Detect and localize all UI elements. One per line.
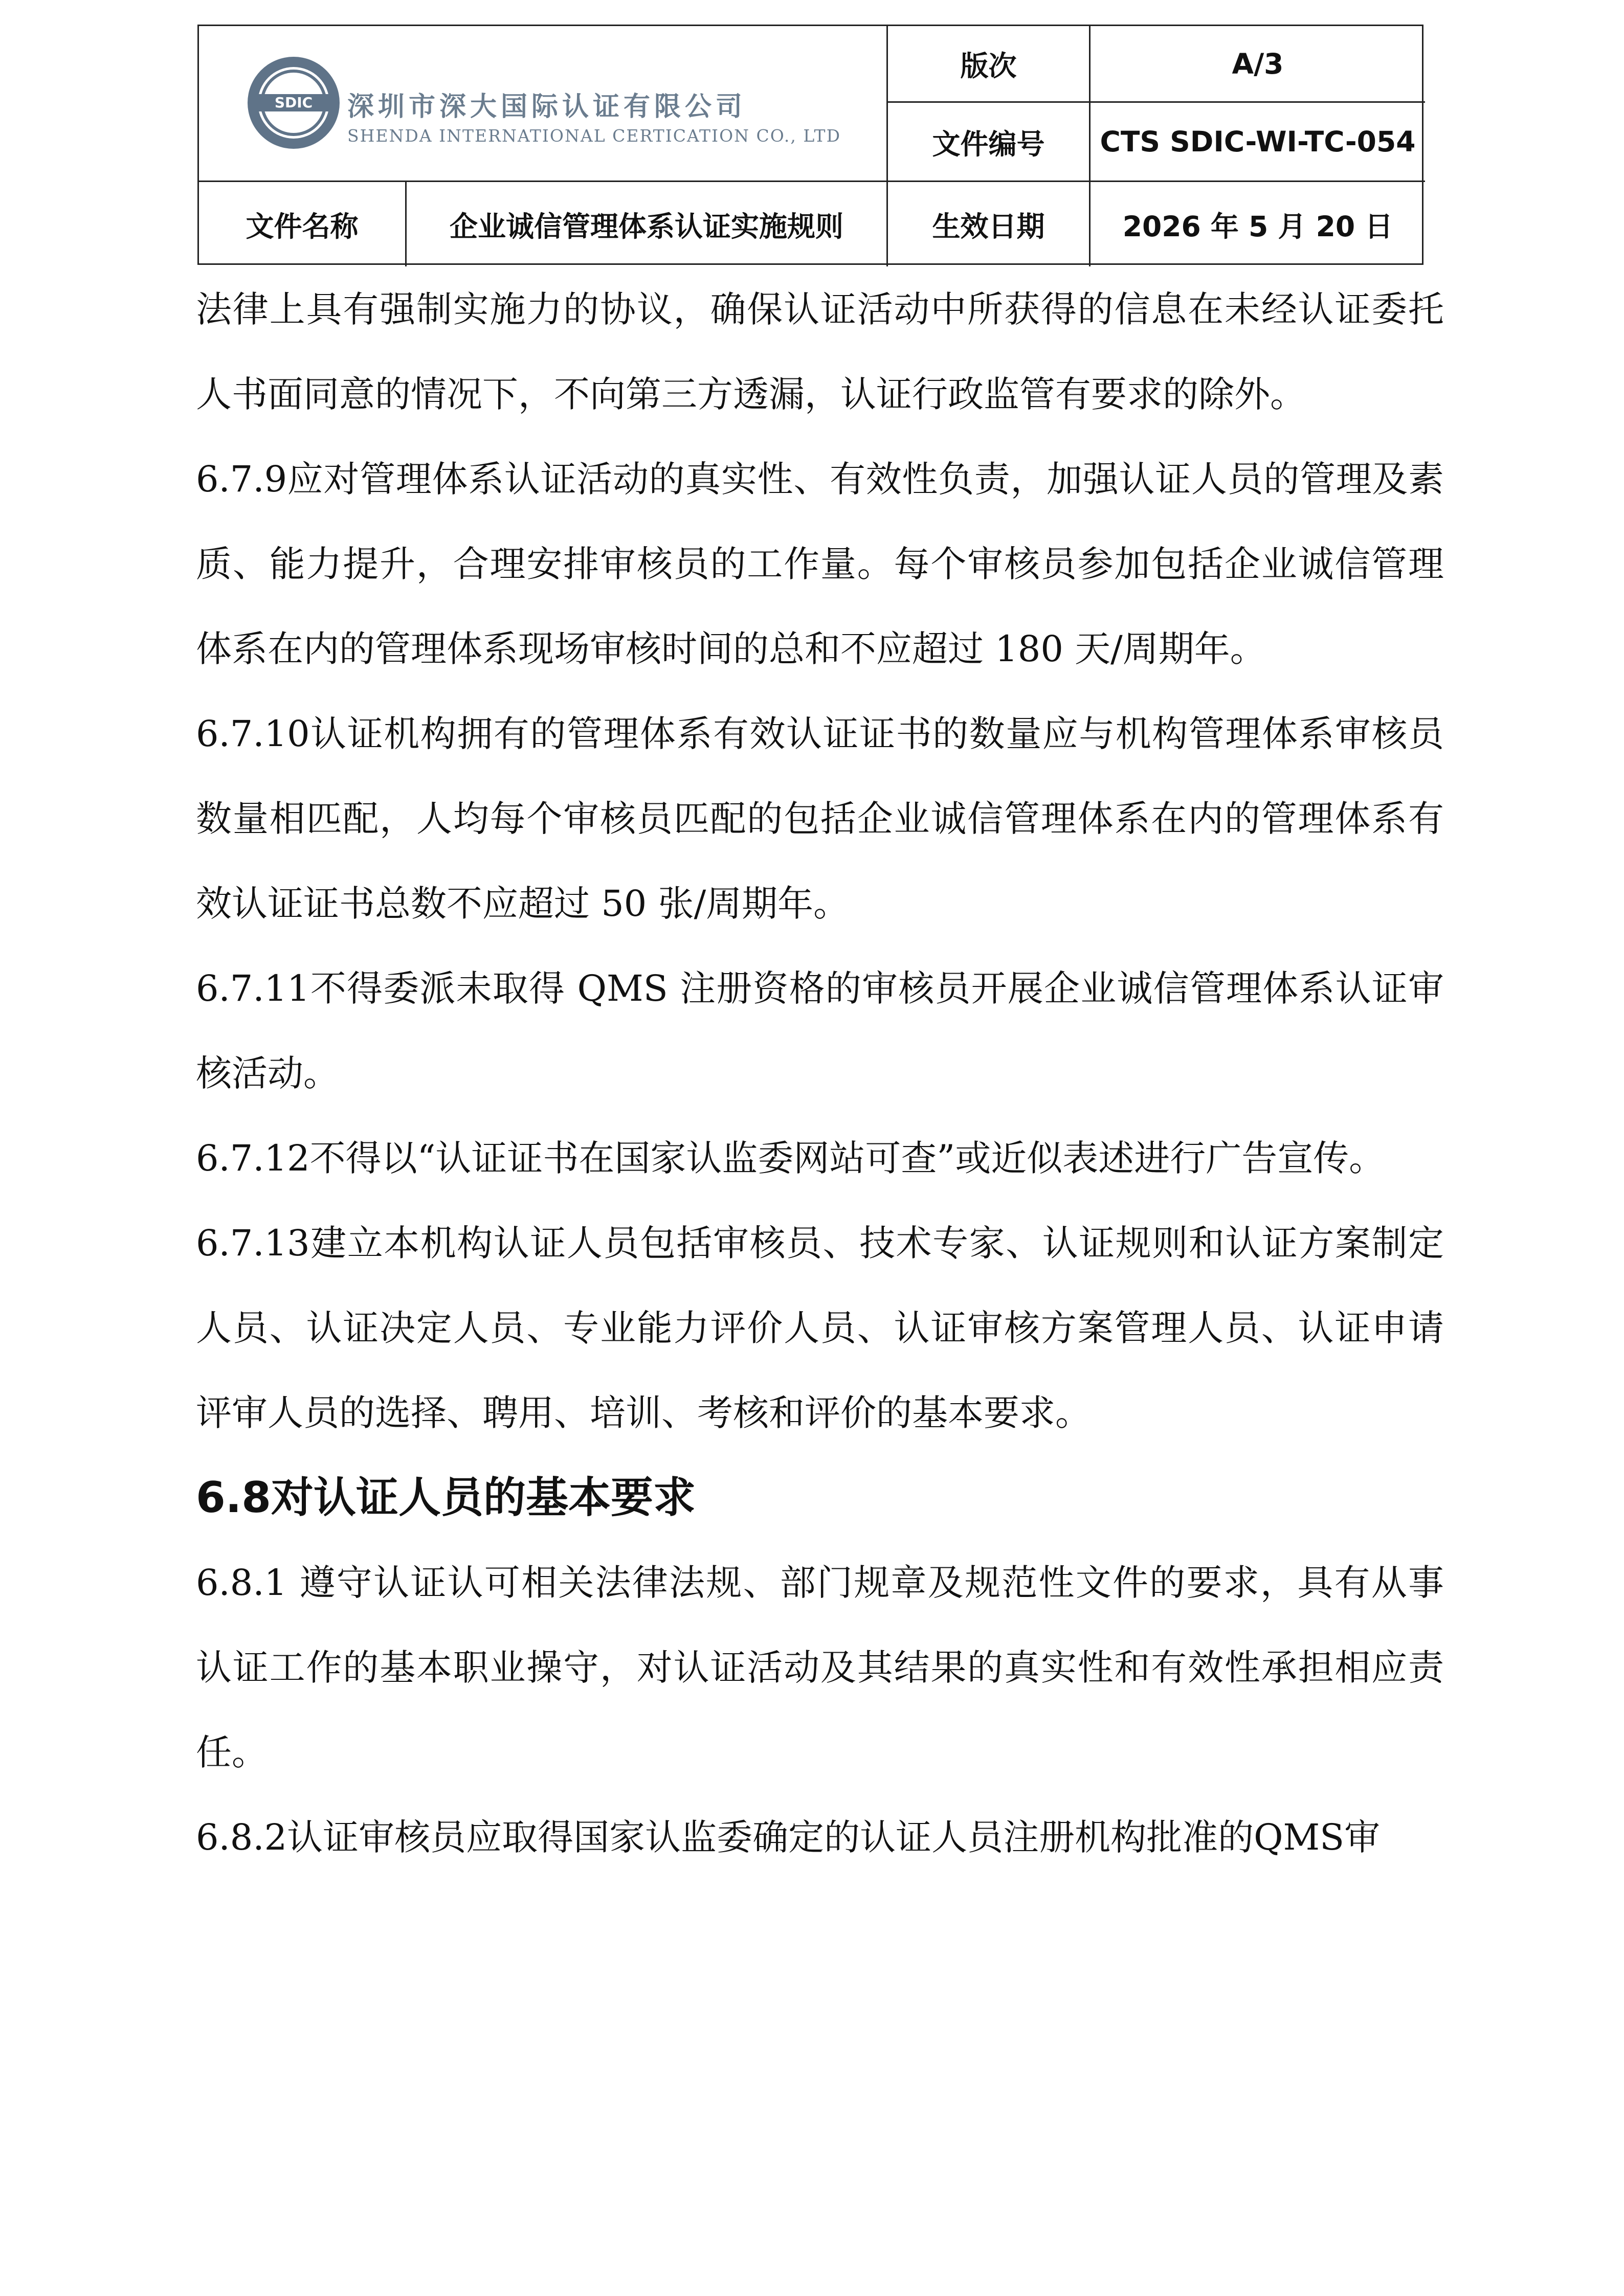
document-header-table — [197, 25, 1423, 265]
document-number-value: CTS SDIC-WI-TC-054 — [1100, 125, 1416, 158]
company-name-en: SHENDA INTERNATIONAL CERTICATION CO., LTD — [347, 126, 841, 146]
effective-date-value: 2026 年 5 月 20 日 — [1122, 210, 1393, 243]
version-value: A/3 — [1232, 47, 1284, 80]
section-heading-6-8: 6.8对认证人员的基本要求 — [196, 1473, 696, 1522]
version-label: 版次 — [960, 50, 1017, 82]
file-name-label: 文件名称 — [246, 210, 359, 243]
clause-6-7-9: 6.7.9应对管理体系认证活动的真实性、有效性负责，加强认证人员的管理及素质、能力提升，合理安排审核员的工作量。每个审核员参加包括企业诚信管理体系在内的管理体系现场审核时间的总和不应超过 180 天/周期年。 — [196, 458, 1444, 670]
logo-text: SDIC — [274, 94, 313, 111]
file-name-value: 企业诚信管理体系认证实施规则 — [449, 210, 843, 243]
clause-6-7-12: 6.7.12不得以“认证证书在国家认监委网站可查”或近似表述进行广告宣传。 — [196, 1137, 1385, 1179]
paragraph: 法律上具有强制实施力的协议，确保认证活动中所获得的信息在未经认证委托人书面同意的情况下，不向第三方透漏，认证行政监管有要求的除外。 — [196, 288, 1444, 415]
company-emblem-icon — [245, 54, 342, 151]
document-number-label: 文件编号 — [932, 127, 1045, 161]
clause-6-8-1: 6.8.1 遵守认证认可相关法律法规、部门规章及规范性文件的要求，具有从事认证工作的基本职业操守，对认证活动及其结果的真实性和有效性承担相应责任。 — [196, 1562, 1444, 1773]
document-body — [196, 267, 1444, 1880]
company-name-cn: 深圳市深大国际认证有限公司 — [347, 92, 747, 122]
clause-6-8-2: 6.8.2认证审核员应取得国家认监委确定的认证人员注册机构批准的QMS审 — [196, 1816, 1381, 1858]
effective-date-label: 生效日期 — [932, 210, 1045, 243]
clause-6-7-11: 6.7.11不得委派未取得 QMS 注册资格的审核员开展企业诚信管理体系认证审核活动。 — [196, 967, 1444, 1094]
clause-6-7-10: 6.7.10认证机构拥有的管理体系有效认证证书的数量应与机构管理体系审核员数量相匹配，人均每个审核员匹配的包括企业诚信管理体系在内的管理体系有效认证证书总数不应超过 50 张/周期年。 — [196, 713, 1444, 925]
clause-6-7-13: 6.7.13建立本机构认证人员包括审核员、技术专家、认证规则和认证方案制定人员、认证决定人员、专业能力评价人员、认证审核方案管理人员、认证申请评审人员的选择、聘用、培训、考核和评价的基本要求。 — [196, 1222, 1444, 1434]
